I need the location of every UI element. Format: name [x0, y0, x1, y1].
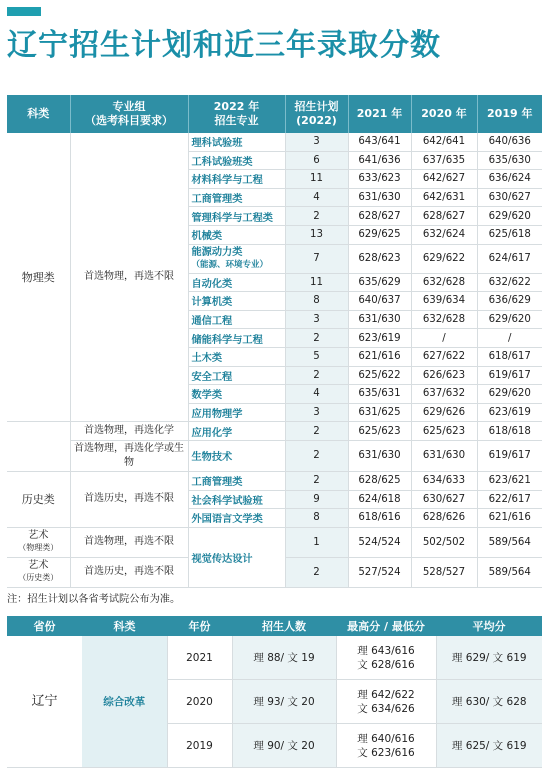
major-visual-design: 视觉传达设计 — [188, 527, 285, 587]
major-cell: 计算机类 — [188, 292, 285, 311]
score-2021: 635/631 — [348, 385, 411, 404]
score-2020: 630/627 — [411, 490, 477, 509]
plan-cell: 13 — [285, 225, 348, 244]
year-cell: 2019 — [167, 724, 232, 768]
category-art-physics: 艺术 （物理类） — [7, 527, 70, 557]
score-2019: 630/627 — [477, 188, 542, 207]
group-art-physics: 首选物理，再选不限 — [70, 527, 188, 557]
plan-cell: 3 — [285, 133, 348, 151]
footnote: 注：招生计划以各省考试院公布为准。 — [7, 594, 181, 605]
major-cell: 储能科学与工程 — [188, 329, 285, 348]
score-2020: 528/527 — [411, 557, 477, 587]
score-2020: 632/628 — [411, 273, 477, 292]
plan-cell: 6 — [285, 151, 348, 170]
score-2019: 619/617 — [477, 366, 542, 385]
score-2020: 637/635 — [411, 151, 477, 170]
plan-cell: 11 — [285, 170, 348, 189]
table-row — [7, 422, 542, 441]
plan-cell: 2 — [285, 440, 348, 471]
plan-cell: 1 — [285, 527, 348, 557]
table-row — [7, 527, 542, 557]
plan-cell: 2 — [285, 366, 348, 385]
major-cell: 工科试验班类 — [188, 151, 285, 170]
plan-cell: 2 — [285, 422, 348, 441]
major-cell: 数学类 — [188, 385, 285, 404]
score-2019: 636/629 — [477, 292, 542, 311]
maxmin-cell: 理 642/622 文 634/626 — [336, 680, 436, 724]
plan-cell: 11 — [285, 273, 348, 292]
major-cell: 应用物理学 — [188, 403, 285, 422]
table-header-row — [7, 616, 542, 636]
group-physics-chem: 首选物理，再选化学 — [70, 422, 188, 441]
header-enroll: 招生人数 — [232, 616, 336, 636]
header-plan: 招生计划 (2022) — [285, 95, 348, 133]
avg-cell: 理 629/ 文 619 — [436, 636, 542, 680]
score-2019: / — [477, 329, 542, 348]
header-2021: 2021 年 — [348, 95, 411, 133]
score-2020: 632/624 — [411, 225, 477, 244]
plan-cell: 2 — [285, 207, 348, 226]
year-cell: 2021 — [167, 636, 232, 680]
score-2020: 632/628 — [411, 310, 477, 329]
score-2020: 628/627 — [411, 207, 477, 226]
score-2021: 524/524 — [348, 527, 411, 557]
score-2019: 625/618 — [477, 225, 542, 244]
maxmin-cell: 理 640/616 文 623/616 — [336, 724, 436, 768]
score-2021: 621/616 — [348, 347, 411, 366]
enroll-cell: 理 88/ 文 19 — [232, 636, 336, 680]
score-2020: 634/633 — [411, 471, 477, 490]
score-2019: 640/636 — [477, 133, 542, 151]
plan-cell: 4 — [285, 188, 348, 207]
score-2021: 631/630 — [348, 310, 411, 329]
header-year: 年份 — [167, 616, 232, 636]
score-2021: 640/637 — [348, 292, 411, 311]
page-title: 辽宁招生计划和近三年录取分数 — [7, 28, 441, 63]
major-cell: 管理科学与工程类 — [188, 207, 285, 226]
score-2019: 624/617 — [477, 244, 542, 273]
score-2021: 527/524 — [348, 557, 411, 587]
major-cell: 安全工程 — [188, 366, 285, 385]
major-cell: 生物技术 — [188, 440, 285, 471]
score-2021: 628/627 — [348, 207, 411, 226]
avg-cell: 理 625/ 文 619 — [436, 724, 542, 768]
major-cell: 材料科学与工程 — [188, 170, 285, 189]
score-2019: 623/619 — [477, 403, 542, 422]
major-cell: 土木类 — [188, 347, 285, 366]
category-history: 历史类 — [7, 471, 70, 527]
score-2019: 618/617 — [477, 347, 542, 366]
plan-cell: 2 — [285, 329, 348, 348]
plan-cell: 2 — [285, 557, 348, 587]
category-physics-empty — [7, 422, 70, 472]
score-2019: 618/618 — [477, 422, 542, 441]
major-cell: 自动化类 — [188, 273, 285, 292]
score-2021: 641/636 — [348, 151, 411, 170]
score-2020: 642/641 — [411, 133, 477, 151]
table-row — [7, 471, 542, 490]
score-2021: 631/630 — [348, 188, 411, 207]
score-2021: 618/616 — [348, 509, 411, 528]
score-2020: / — [411, 329, 477, 348]
header-category: 科类 — [7, 95, 70, 133]
admission-plan-table — [7, 95, 542, 588]
score-2019: 629/620 — [477, 207, 542, 226]
major-cell: 工商管理类 — [188, 188, 285, 207]
plan-cell: 7 — [285, 244, 348, 273]
header-major: 2022 年 招生专业 — [188, 95, 285, 133]
table-header-row — [7, 95, 542, 133]
header-category: 科类 — [82, 616, 167, 636]
score-2019: 629/620 — [477, 310, 542, 329]
group-physics-any: 首选物理，再选不限 — [70, 133, 188, 422]
header-group: 专业组 （选考科目要求） — [70, 95, 188, 133]
major-cell: 理科试验班 — [188, 133, 285, 151]
major-cell: 应用化学 — [188, 422, 285, 441]
score-2021: 623/619 — [348, 329, 411, 348]
score-2019: 629/620 — [477, 385, 542, 404]
score-2019: 589/564 — [477, 527, 542, 557]
major-cell: 工商管理类 — [188, 471, 285, 490]
major-cell: 外国语言文学类 — [188, 509, 285, 528]
header-avg: 平均分 — [436, 616, 542, 636]
score-2021: 628/623 — [348, 244, 411, 273]
score-2020: 642/631 — [411, 188, 477, 207]
plan-cell: 4 — [285, 385, 348, 404]
maxmin-cell: 理 643/616 文 628/616 — [336, 636, 436, 680]
plan-cell: 8 — [285, 509, 348, 528]
enroll-cell: 理 90/ 文 20 — [232, 724, 336, 768]
major-cell — [188, 244, 285, 273]
enroll-cell: 理 93/ 文 20 — [232, 680, 336, 724]
score-2021: 624/618 — [348, 490, 411, 509]
group-history-any: 首选历史，再选不限 — [70, 471, 188, 527]
group-art-history: 首选历史，再选不限 — [70, 557, 188, 587]
score-2021: 633/623 — [348, 170, 411, 189]
score-2021: 631/630 — [348, 440, 411, 471]
score-2021: 625/622 — [348, 366, 411, 385]
plan-cell: 3 — [285, 403, 348, 422]
score-2021: 643/641 — [348, 133, 411, 151]
category-cell: 综合改革 — [82, 636, 167, 768]
header-2020: 2020 年 — [411, 95, 477, 133]
major-cell: 机械类 — [188, 225, 285, 244]
major-cell: 通信工程 — [188, 310, 285, 329]
score-2020: 628/626 — [411, 509, 477, 528]
score-2019: 636/624 — [477, 170, 542, 189]
score-2020: 642/627 — [411, 170, 477, 189]
score-summary-table — [7, 616, 542, 768]
major-subtitle: （能源、环境专业） — [191, 259, 269, 270]
score-2020: 502/502 — [411, 527, 477, 557]
score-2020: 637/632 — [411, 385, 477, 404]
score-2020: 629/626 — [411, 403, 477, 422]
table-row — [7, 636, 542, 680]
province-cell: 辽宁 — [7, 636, 82, 768]
score-2020: 639/634 — [411, 292, 477, 311]
score-2019: 589/564 — [477, 557, 542, 587]
title-accent-bar — [7, 7, 41, 16]
score-2019: 622/617 — [477, 490, 542, 509]
plan-cell: 2 — [285, 471, 348, 490]
score-2019: 623/621 — [477, 471, 542, 490]
header-maxmin: 最高分 / 最低分 — [336, 616, 436, 636]
score-2020: 626/623 — [411, 366, 477, 385]
score-2020: 625/623 — [411, 422, 477, 441]
score-2021: 635/629 — [348, 273, 411, 292]
score-2021: 628/625 — [348, 471, 411, 490]
score-2021: 629/625 — [348, 225, 411, 244]
score-2020: 629/622 — [411, 244, 477, 273]
score-2019: 632/622 — [477, 273, 542, 292]
header-2019: 2019 年 — [477, 95, 542, 133]
plan-cell: 9 — [285, 490, 348, 509]
plan-cell: 8 — [285, 292, 348, 311]
category-physics: 物理类 — [7, 133, 70, 422]
score-2020: 631/630 — [411, 440, 477, 471]
category-art-history: 艺术 （历史类） — [7, 557, 70, 587]
score-2019: 621/616 — [477, 509, 542, 528]
plan-cell: 3 — [285, 310, 348, 329]
table-row — [7, 133, 542, 151]
table-row — [7, 440, 542, 471]
score-2020: 627/622 — [411, 347, 477, 366]
major-cell: 社会科学试验班 — [188, 490, 285, 509]
plan-cell: 5 — [285, 347, 348, 366]
score-2021: 625/623 — [348, 422, 411, 441]
group-physics-chem-bio: 首选物理，再选化学或生物 — [70, 440, 188, 471]
score-2021: 631/625 — [348, 403, 411, 422]
major-name: 能源动力类 — [191, 246, 243, 258]
score-2019: 635/630 — [477, 151, 542, 170]
score-2019: 619/617 — [477, 440, 542, 471]
year-cell: 2020 — [167, 680, 232, 724]
header-province: 省份 — [7, 616, 82, 636]
avg-cell: 理 630/ 文 628 — [436, 680, 542, 724]
